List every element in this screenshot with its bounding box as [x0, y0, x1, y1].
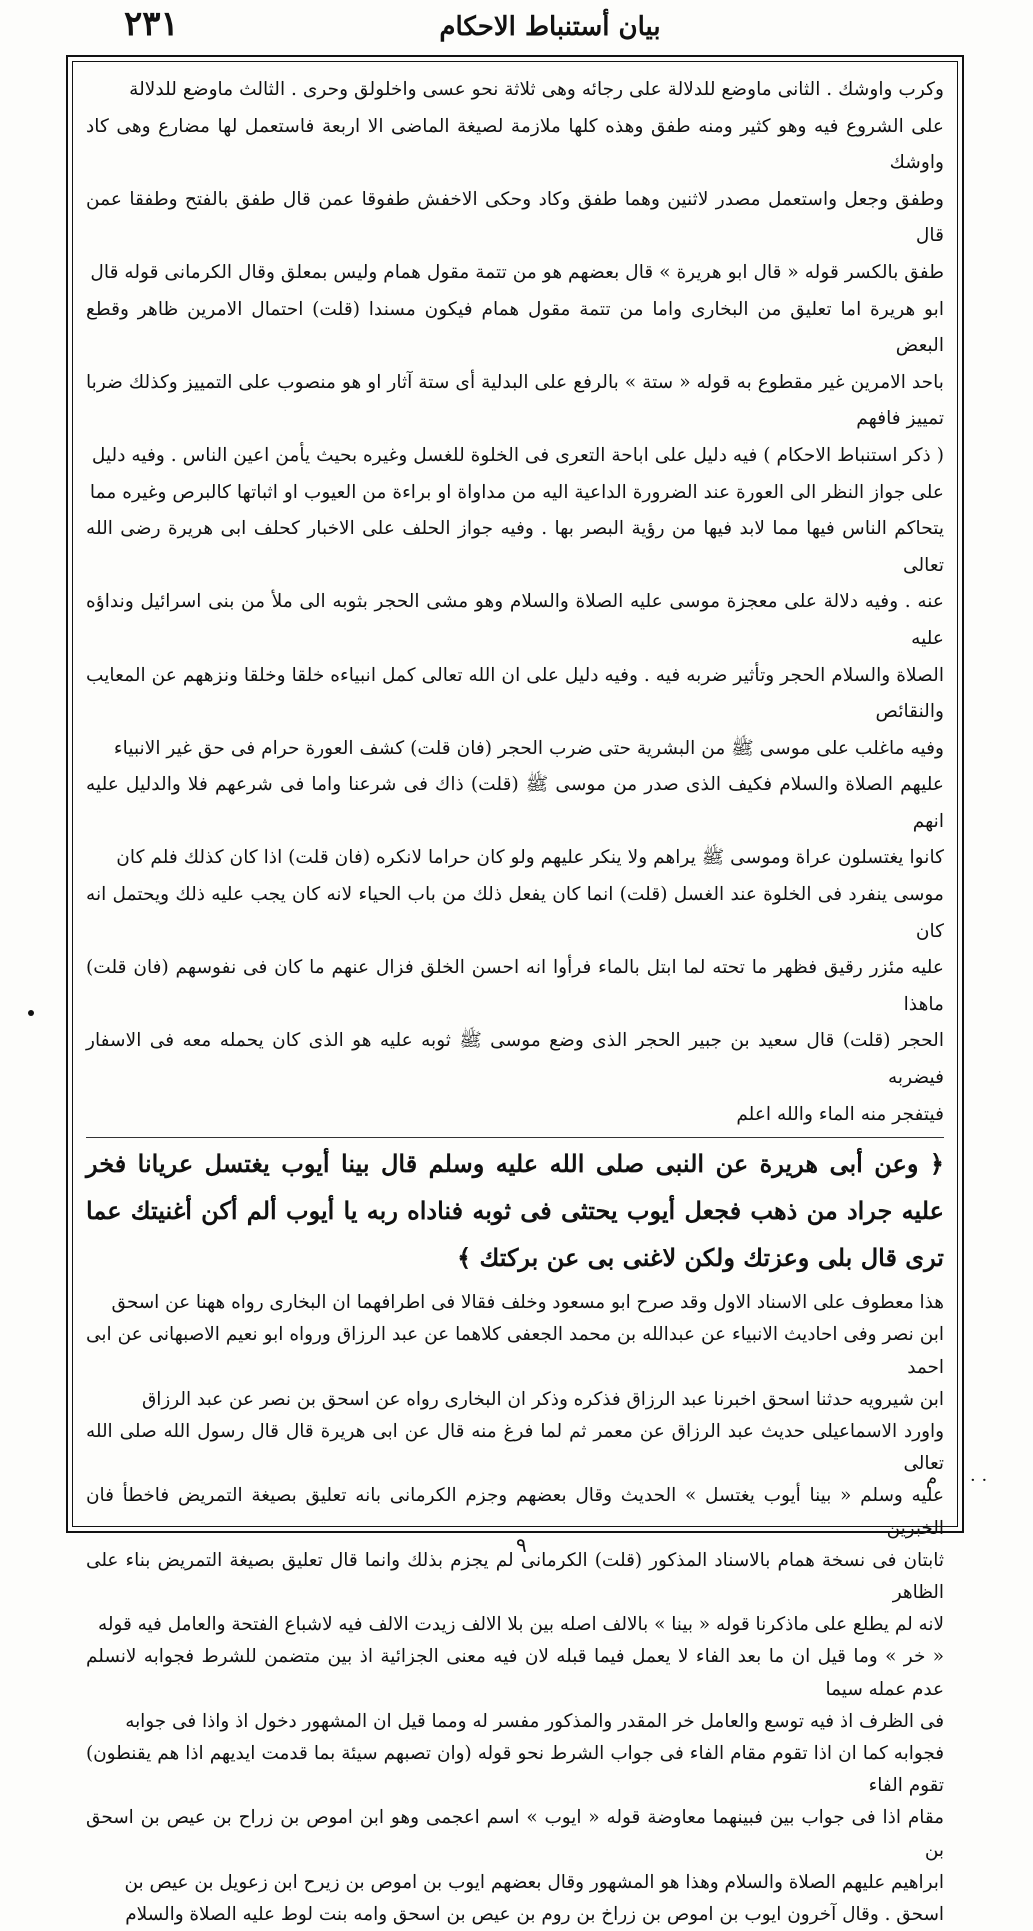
text-line: عليه مئزر رقيق فظهر ما تحته لما ابتل بالماء فرأوا انه احسن الخلق فزال عنهم ما كان فى نفوسهم (فان قلت) ماهذا [86, 957, 944, 1015]
text-line: عنه . وفيه دلالة على معجزة موسى عليه الصلاة والسلام وهو مشى الحجر بثوبه الى ملأ من بنى اسرائيل ونداؤه عليه [86, 591, 944, 649]
commentary-section-1 [86, 72, 944, 1133]
margin-note: م [926, 1468, 938, 1489]
text-line: اسحق . وقال آخرون ايوب بن اموص بن زراخ بن روم بن عيص بن اسحق وامه بنت لوط عليه الصلاة والسلام [125, 1904, 944, 1926]
text-line: عليه وسلم « بينا أيوب يغتسل » الحديث وقال بعضهم وجزم الكرمانى بانه تعليق بصيغة التمريض فاخطأ فان الخبرين [86, 1485, 944, 1539]
text-line: على جواز النظر الى العورة عند الضرورة الداعية اليه من مداواة او براءة من العيوب او اثباتها كالبرص وغيره مما [89, 481, 944, 503]
page-number: ٢٣١ [124, 4, 179, 44]
text-line: الصلاة والسلام الحجر وتأثير ضربه فيه . وفيه دليل على ان الله تعالى كمل انبياءه خلقا وخلقا ونزههم عن المعايب والنقائص [86, 664, 944, 723]
hadith-text: ﴿ وعن أبى هريرة عن النبى صلى الله عليه وسلم قال بينا أيوب يغتسل عريانا فخر عليه جراد من ذهب فجعل أيوب يحتثى فى ثوبه فناداه ربه يا أيوب ألم أكن أغنيتك عما ترى قال بلى وعزتك ولكن لاغنى بى عن بركتك ﴾ [86, 1137, 944, 1281]
text-line: وفيه ماغلب على موسى ﷺ من البشرية حتى ضرب الحجر (فان قلت) كشف العورة حرام فى حق غير الانبياء [113, 737, 944, 759]
commentary-section-2 [86, 1287, 944, 1931]
text-line: موسى ينفرد فى الخلوة عند الغسل (قلت) انما كان يفعل ذلك من باب الحياء لانه كان يجب عليه ذلك ويحتمل انه كان [86, 884, 944, 942]
text-line: الحجر (قلت) قال سعيد بن جبير الحجر الذى وضع موسى ﷺ ثوبه عليه هو الذى كان يحمله معه فى الاسفار فيضربه [86, 1030, 944, 1089]
text-line: ثابتان فى نسخة همام بالاسناد المذكور (قلت) الكرمانى لم يجزم بذلك وانما قال تعليق بصيغة التمريض بناء على الظاهر [86, 1549, 944, 1604]
text-line: ابو هريرة اما تعليق من البخارى واما من تتمة مقول همام فيكون مسندا (قلت) احتمال الامرين ظاهر وقطع البعض [86, 298, 944, 357]
running-title: بیان أستنباط الاحکام [439, 12, 661, 42]
text-line: وطفق وجعل واستعمل مصدر لاثنين وهما طفق وكاد وحكى الاخفش طفوقا عمن قال طفق بالفتح وطفقا عمن قال [86, 188, 944, 247]
text-line: عليهم الصلاة والسلام فكيف الذى صدر من موسى ﷺ (قلت) ذاك فى شرعنا واما فى شرعهم فلا والدليل عليه انهم [86, 774, 944, 832]
footer-signature-mark: ٩ [516, 1533, 527, 1557]
margin-dots: · · [970, 1470, 988, 1491]
text-line: ( ذكر استنباط الاحكام ) فيه دليل على اباحة التعرى فى الخلوة للغسل وغيره بحيث يأمن اعين الناس . وفيه دليل [91, 444, 944, 466]
text-line: باحد الامرين غير مقطوع به قوله « ستة » بالرفع على البدلية أى ستة آثار او هو منصوب على التمييز وكذلك ضربا تمييز فافهم [86, 371, 944, 430]
text-line: مقام اذا فى جواب بين فبينهما معاوضة قوله « ايوب » اسم اعجمى وهو ابن اموص بن زراح بن عيص بن اسحق بن [86, 1807, 944, 1861]
text-line: واورد الاسماعيلى حديث عبد الرزاق عن معمر ثم لما فرغ منه قال عن ابى هريرة قال قال رسول الله صلى الله تعالى [86, 1421, 944, 1475]
text-line: وكرب واوشك . الثانى ماوضع للدلالة على رجائه وهى ثلاثة نحو عسى واخلولق وحرى . الثالث ماوضع للدلالة [129, 79, 944, 100]
text-line: على الشروع فيه وهو كثير ومنه طفق وهذه كلها ملازمة لصيغة الماضى الا اربعة فاستعمل لها مضارع وهى كاد واوشك [86, 115, 945, 174]
text-line: ابراهيم عليهم الصلاة والسلام وهذا هو المشهور وقال بعضهم ايوب بن اموص بن زيرح ابن زعويل بن عيص بن [124, 1871, 944, 1893]
text-line: طفق بالكسر قوله « قال ابو هريرة » قال بعضهم هو من تتمة مقول همام وليس بمعلق وقال الكرمانى قوله قال [90, 261, 944, 283]
text-line: كانوا يغتسلون عراة وموسى ﷺ يراهم ولا ينكر عليهم ولو كان حراما لانكره (فان قلت) اذا كان كذلك فلم كان [116, 847, 944, 869]
margin-dot-mark [28, 1010, 34, 1016]
text-line: فى الظرف اذ فيه توسع والعامل خر المقدر والمذكور مفسر له ومما قيل ان المشهور دخول اذ واذا فى جوابه [125, 1710, 944, 1732]
text-line: فيتفجر منه الماء والله اعلم [736, 1103, 944, 1125]
text-line: فجوابه كما ان اذا تقوم مقام الفاء فى جواب الشرط نحو قوله (وان تصبهم سيئة بما قدمت ايديهم اذا هم يقنطون) تقوم الفاء [86, 1743, 944, 1797]
text-line: يتحاكم الناس فيها مما لابد فيها من رؤية البصر بها . وفيه جواز الحلف على الاخبار كحلف ابى هريرة رضى الله تعالى [86, 518, 944, 576]
text-line: هذا معطوف على الاسناد الاول وقد صرح ابو مسعود وخلف فقالا فى اطرافهما ان البخارى رواه ههنا عن اسحق [111, 1292, 944, 1314]
text-line: « خر » وما قيل ان ما بعد الفاء لا يعمل فيما قبله لان فيه معنى الجزائية اذ بين متضمن للشرط فجوابه لانسلم عدم عمله سيما [86, 1646, 944, 1700]
main-text-block [86, 72, 944, 1931]
text-line: ابن شيرويه حدثنا اسحق اخبرنا عبد الرزاق فذكره وذكر ان البخارى رواه عن اسحق بن نصر عن عبد الرزاق [141, 1388, 944, 1410]
text-line: لانه لم يطلع على ماذكرنا قوله « بينا » بالالف اصله بين بلا الالف زيدت الالف فيه لاشباع الفتحة والعامل فيه قوله [98, 1614, 944, 1636]
text-line: ابن نصر وفى احاديث الانبياء عن عبدالله بن محمد الجعفى كلاهما عن عبد الرزاق ورواه ابو نعيم الاصبهانى عن ابى احمد [86, 1324, 944, 1378]
